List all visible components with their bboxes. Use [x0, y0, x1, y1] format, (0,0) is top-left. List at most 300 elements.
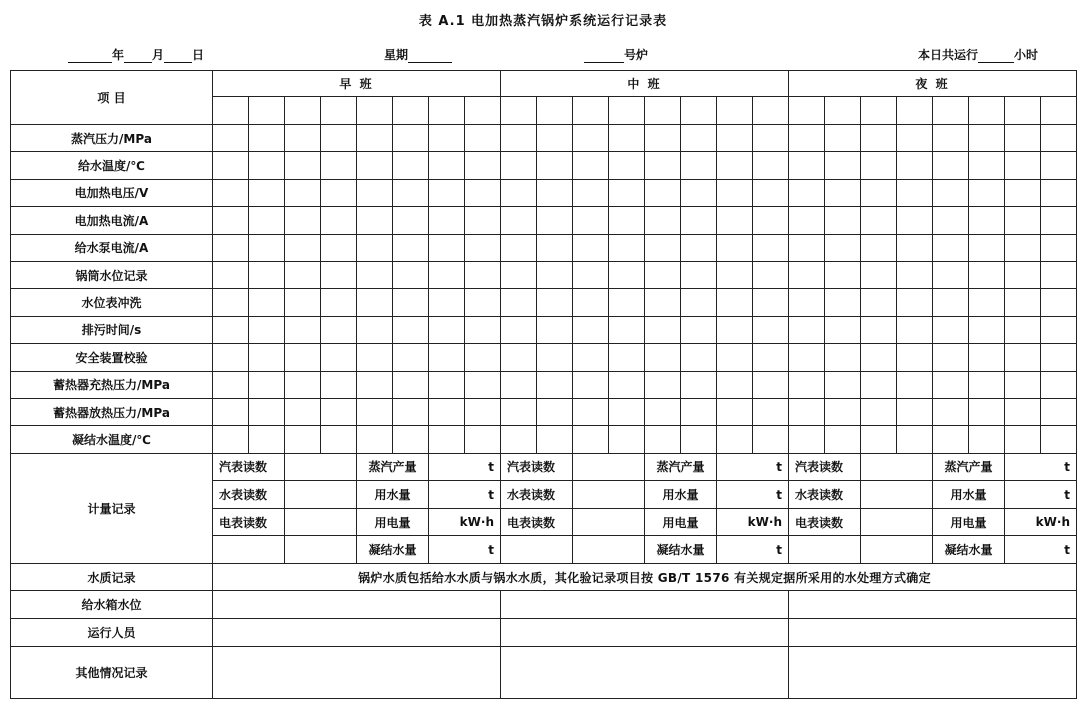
reading-cell[interactable]	[429, 426, 465, 453]
reading-cell[interactable]	[681, 234, 717, 261]
reading-cell[interactable]	[897, 207, 933, 234]
reading-cell[interactable]	[681, 125, 717, 152]
reading-cell[interactable]	[789, 234, 825, 261]
reading-cell[interactable]	[249, 152, 285, 179]
reading-cell[interactable]	[969, 179, 1005, 206]
reading-cell[interactable]	[717, 316, 753, 343]
reading-cell[interactable]	[825, 207, 861, 234]
reading-cell[interactable]	[897, 371, 933, 398]
reading-cell[interactable]	[933, 289, 969, 316]
time-slot-cell[interactable]	[969, 97, 1005, 125]
reading-cell[interactable]	[537, 316, 573, 343]
time-slot-cell[interactable]	[861, 97, 897, 125]
reading-cell[interactable]	[933, 234, 969, 261]
meter-amount-unit[interactable]: t	[717, 536, 789, 564]
reading-cell[interactable]	[213, 426, 249, 453]
reading-cell[interactable]	[357, 152, 393, 179]
shift-entry-cell[interactable]	[213, 619, 501, 647]
time-slot-cell[interactable]	[609, 97, 645, 125]
reading-cell[interactable]	[789, 289, 825, 316]
reading-cell[interactable]	[753, 207, 789, 234]
reading-cell[interactable]	[609, 234, 645, 261]
meter-reading-value[interactable]	[573, 453, 645, 481]
reading-cell[interactable]	[285, 234, 321, 261]
reading-cell[interactable]	[645, 371, 681, 398]
reading-cell[interactable]	[393, 207, 429, 234]
shift-entry-cell[interactable]	[213, 591, 501, 619]
reading-cell[interactable]	[249, 371, 285, 398]
time-slot-cell[interactable]	[285, 97, 321, 125]
reading-cell[interactable]	[537, 426, 573, 453]
time-slot-cell[interactable]	[537, 97, 573, 125]
reading-cell[interactable]	[753, 316, 789, 343]
reading-cell[interactable]	[969, 426, 1005, 453]
reading-cell[interactable]	[789, 426, 825, 453]
reading-cell[interactable]	[1005, 152, 1041, 179]
reading-cell[interactable]	[249, 207, 285, 234]
reading-cell[interactable]	[1005, 179, 1041, 206]
meter-reading-value[interactable]	[861, 536, 933, 564]
reading-cell[interactable]	[609, 179, 645, 206]
reading-cell[interactable]	[861, 261, 897, 288]
reading-cell[interactable]	[609, 344, 645, 371]
reading-cell[interactable]	[969, 234, 1005, 261]
boiler-blank[interactable]	[584, 50, 624, 63]
reading-cell[interactable]	[501, 371, 537, 398]
reading-cell[interactable]	[537, 207, 573, 234]
reading-cell[interactable]	[933, 398, 969, 425]
reading-cell[interactable]	[897, 152, 933, 179]
reading-cell[interactable]	[1041, 426, 1077, 453]
reading-cell[interactable]	[429, 179, 465, 206]
year-blank[interactable]	[68, 50, 112, 63]
reading-cell[interactable]	[645, 125, 681, 152]
reading-cell[interactable]	[789, 125, 825, 152]
reading-cell[interactable]	[357, 289, 393, 316]
reading-cell[interactable]	[357, 426, 393, 453]
meter-reading-value[interactable]	[573, 481, 645, 509]
meter-amount-unit[interactable]: kW·h	[717, 508, 789, 536]
meter-amount-unit[interactable]: t	[429, 536, 501, 564]
reading-cell[interactable]	[249, 289, 285, 316]
time-slot-cell[interactable]	[753, 97, 789, 125]
reading-cell[interactable]	[501, 207, 537, 234]
reading-cell[interactable]	[825, 426, 861, 453]
reading-cell[interactable]	[645, 289, 681, 316]
reading-cell[interactable]	[249, 426, 285, 453]
reading-cell[interactable]	[825, 316, 861, 343]
reading-cell[interactable]	[573, 344, 609, 371]
reading-cell[interactable]	[717, 371, 753, 398]
reading-cell[interactable]	[393, 398, 429, 425]
reading-cell[interactable]	[753, 152, 789, 179]
reading-cell[interactable]	[969, 344, 1005, 371]
reading-cell[interactable]	[249, 344, 285, 371]
reading-cell[interactable]	[681, 207, 717, 234]
reading-cell[interactable]	[573, 179, 609, 206]
reading-cell[interactable]	[717, 344, 753, 371]
reading-cell[interactable]	[1041, 261, 1077, 288]
reading-cell[interactable]	[825, 234, 861, 261]
reading-cell[interactable]	[897, 125, 933, 152]
reading-cell[interactable]	[933, 344, 969, 371]
reading-cell[interactable]	[645, 207, 681, 234]
shift-entry-cell[interactable]	[789, 591, 1077, 619]
reading-cell[interactable]	[609, 371, 645, 398]
reading-cell[interactable]	[897, 234, 933, 261]
reading-cell[interactable]	[537, 371, 573, 398]
reading-cell[interactable]	[1041, 344, 1077, 371]
reading-cell[interactable]	[537, 398, 573, 425]
reading-cell[interactable]	[753, 289, 789, 316]
reading-cell[interactable]	[753, 261, 789, 288]
reading-cell[interactable]	[321, 179, 357, 206]
reading-cell[interactable]	[897, 179, 933, 206]
reading-cell[interactable]	[753, 179, 789, 206]
time-slot-cell[interactable]	[717, 97, 753, 125]
reading-cell[interactable]	[537, 344, 573, 371]
reading-cell[interactable]	[465, 426, 501, 453]
reading-cell[interactable]	[321, 398, 357, 425]
reading-cell[interactable]	[537, 179, 573, 206]
reading-cell[interactable]	[1005, 398, 1041, 425]
time-slot-cell[interactable]	[825, 97, 861, 125]
reading-cell[interactable]	[213, 125, 249, 152]
meter-reading-value[interactable]	[573, 508, 645, 536]
reading-cell[interactable]	[645, 344, 681, 371]
reading-cell[interactable]	[825, 152, 861, 179]
reading-cell[interactable]	[1041, 207, 1077, 234]
reading-cell[interactable]	[861, 152, 897, 179]
reading-cell[interactable]	[573, 152, 609, 179]
reading-cell[interactable]	[1005, 344, 1041, 371]
meter-reading-value[interactable]	[285, 508, 357, 536]
reading-cell[interactable]	[933, 152, 969, 179]
reading-cell[interactable]	[717, 125, 753, 152]
reading-cell[interactable]	[717, 398, 753, 425]
reading-cell[interactable]	[249, 316, 285, 343]
reading-cell[interactable]	[753, 344, 789, 371]
reading-cell[interactable]	[321, 207, 357, 234]
reading-cell[interactable]	[753, 398, 789, 425]
time-slot-cell[interactable]	[573, 97, 609, 125]
shift-entry-cell[interactable]	[501, 619, 789, 647]
reading-cell[interactable]	[789, 344, 825, 371]
reading-cell[interactable]	[357, 398, 393, 425]
reading-cell[interactable]	[609, 207, 645, 234]
reading-cell[interactable]	[969, 398, 1005, 425]
reading-cell[interactable]	[609, 261, 645, 288]
reading-cell[interactable]	[897, 316, 933, 343]
reading-cell[interactable]	[789, 398, 825, 425]
reading-cell[interactable]	[861, 289, 897, 316]
reading-cell[interactable]	[1005, 125, 1041, 152]
reading-cell[interactable]	[393, 261, 429, 288]
reading-cell[interactable]	[1005, 261, 1041, 288]
shift-entry-cell[interactable]	[501, 647, 789, 699]
reading-cell[interactable]	[393, 426, 429, 453]
reading-cell[interactable]	[249, 179, 285, 206]
meter-amount-unit[interactable]: t	[1005, 453, 1077, 481]
reading-cell[interactable]	[465, 316, 501, 343]
reading-cell[interactable]	[825, 289, 861, 316]
reading-cell[interactable]	[213, 207, 249, 234]
time-slot-cell[interactable]	[1005, 97, 1041, 125]
runtime-blank[interactable]	[978, 50, 1014, 63]
reading-cell[interactable]	[969, 207, 1005, 234]
reading-cell[interactable]	[501, 344, 537, 371]
reading-cell[interactable]	[1005, 316, 1041, 343]
reading-cell[interactable]	[573, 207, 609, 234]
reading-cell[interactable]	[429, 398, 465, 425]
reading-cell[interactable]	[285, 179, 321, 206]
reading-cell[interactable]	[285, 316, 321, 343]
reading-cell[interactable]	[1041, 125, 1077, 152]
reading-cell[interactable]	[249, 261, 285, 288]
reading-cell[interactable]	[465, 261, 501, 288]
reading-cell[interactable]	[933, 207, 969, 234]
reading-cell[interactable]	[393, 125, 429, 152]
reading-cell[interactable]	[573, 234, 609, 261]
reading-cell[interactable]	[393, 179, 429, 206]
meter-reading-value[interactable]	[285, 453, 357, 481]
reading-cell[interactable]	[681, 371, 717, 398]
reading-cell[interactable]	[645, 316, 681, 343]
reading-cell[interactable]	[285, 344, 321, 371]
reading-cell[interactable]	[933, 179, 969, 206]
reading-cell[interactable]	[501, 152, 537, 179]
reading-cell[interactable]	[357, 207, 393, 234]
reading-cell[interactable]	[681, 316, 717, 343]
meter-reading-value[interactable]	[573, 536, 645, 564]
reading-cell[interactable]	[501, 261, 537, 288]
reading-cell[interactable]	[213, 398, 249, 425]
reading-cell[interactable]	[429, 371, 465, 398]
meter-amount-unit[interactable]: t	[429, 453, 501, 481]
reading-cell[interactable]	[861, 344, 897, 371]
time-slot-cell[interactable]	[249, 97, 285, 125]
reading-cell[interactable]	[429, 344, 465, 371]
reading-cell[interactable]	[897, 344, 933, 371]
reading-cell[interactable]	[1041, 152, 1077, 179]
reading-cell[interactable]	[573, 371, 609, 398]
time-slot-cell[interactable]	[789, 97, 825, 125]
reading-cell[interactable]	[969, 125, 1005, 152]
reading-cell[interactable]	[429, 152, 465, 179]
reading-cell[interactable]	[1041, 289, 1077, 316]
reading-cell[interactable]	[429, 261, 465, 288]
reading-cell[interactable]	[285, 261, 321, 288]
reading-cell[interactable]	[537, 261, 573, 288]
reading-cell[interactable]	[789, 207, 825, 234]
reading-cell[interactable]	[933, 261, 969, 288]
reading-cell[interactable]	[465, 152, 501, 179]
reading-cell[interactable]	[753, 125, 789, 152]
reading-cell[interactable]	[861, 234, 897, 261]
reading-cell[interactable]	[321, 316, 357, 343]
reading-cell[interactable]	[825, 125, 861, 152]
reading-cell[interactable]	[393, 289, 429, 316]
meter-amount-unit[interactable]: t	[717, 481, 789, 509]
time-slot-cell[interactable]	[357, 97, 393, 125]
reading-cell[interactable]	[429, 289, 465, 316]
reading-cell[interactable]	[609, 125, 645, 152]
reading-cell[interactable]	[609, 398, 645, 425]
meter-reading-value[interactable]	[861, 508, 933, 536]
reading-cell[interactable]	[285, 125, 321, 152]
reading-cell[interactable]	[465, 207, 501, 234]
weekday-blank[interactable]	[408, 50, 452, 63]
shift-entry-cell[interactable]	[213, 647, 501, 699]
reading-cell[interactable]	[969, 261, 1005, 288]
reading-cell[interactable]	[465, 289, 501, 316]
shift-entry-cell[interactable]	[789, 647, 1077, 699]
reading-cell[interactable]	[393, 152, 429, 179]
reading-cell[interactable]	[789, 261, 825, 288]
reading-cell[interactable]	[285, 426, 321, 453]
reading-cell[interactable]	[861, 426, 897, 453]
meter-reading-value[interactable]	[861, 453, 933, 481]
reading-cell[interactable]	[573, 426, 609, 453]
reading-cell[interactable]	[573, 398, 609, 425]
reading-cell[interactable]	[501, 234, 537, 261]
reading-cell[interactable]	[501, 398, 537, 425]
reading-cell[interactable]	[861, 398, 897, 425]
reading-cell[interactable]	[1005, 207, 1041, 234]
reading-cell[interactable]	[501, 316, 537, 343]
reading-cell[interactable]	[645, 426, 681, 453]
reading-cell[interactable]	[429, 234, 465, 261]
reading-cell[interactable]	[213, 179, 249, 206]
reading-cell[interactable]	[897, 398, 933, 425]
reading-cell[interactable]	[501, 125, 537, 152]
reading-cell[interactable]	[357, 316, 393, 343]
reading-cell[interactable]	[213, 344, 249, 371]
reading-cell[interactable]	[717, 179, 753, 206]
reading-cell[interactable]	[1005, 234, 1041, 261]
reading-cell[interactable]	[321, 426, 357, 453]
reading-cell[interactable]	[681, 261, 717, 288]
reading-cell[interactable]	[789, 152, 825, 179]
reading-cell[interactable]	[825, 179, 861, 206]
reading-cell[interactable]	[537, 125, 573, 152]
reading-cell[interactable]	[609, 152, 645, 179]
reading-cell[interactable]	[717, 261, 753, 288]
reading-cell[interactable]	[213, 261, 249, 288]
reading-cell[interactable]	[465, 125, 501, 152]
reading-cell[interactable]	[465, 344, 501, 371]
reading-cell[interactable]	[645, 234, 681, 261]
reading-cell[interactable]	[501, 426, 537, 453]
reading-cell[interactable]	[357, 261, 393, 288]
reading-cell[interactable]	[789, 316, 825, 343]
meter-amount-unit[interactable]: t	[1005, 481, 1077, 509]
time-slot-cell[interactable]	[645, 97, 681, 125]
reading-cell[interactable]	[609, 316, 645, 343]
reading-cell[interactable]	[861, 179, 897, 206]
reading-cell[interactable]	[681, 344, 717, 371]
reading-cell[interactable]	[717, 152, 753, 179]
reading-cell[interactable]	[249, 125, 285, 152]
reading-cell[interactable]	[861, 207, 897, 234]
reading-cell[interactable]	[357, 234, 393, 261]
reading-cell[interactable]	[465, 234, 501, 261]
reading-cell[interactable]	[537, 152, 573, 179]
reading-cell[interactable]	[753, 371, 789, 398]
reading-cell[interactable]	[1005, 371, 1041, 398]
reading-cell[interactable]	[969, 152, 1005, 179]
reading-cell[interactable]	[969, 289, 1005, 316]
reading-cell[interactable]	[249, 234, 285, 261]
reading-cell[interactable]	[573, 316, 609, 343]
reading-cell[interactable]	[969, 316, 1005, 343]
reading-cell[interactable]	[465, 179, 501, 206]
reading-cell[interactable]	[645, 179, 681, 206]
reading-cell[interactable]	[1041, 371, 1077, 398]
month-blank[interactable]	[124, 50, 152, 63]
day-blank[interactable]	[164, 50, 192, 63]
reading-cell[interactable]	[717, 289, 753, 316]
reading-cell[interactable]	[861, 371, 897, 398]
reading-cell[interactable]	[429, 125, 465, 152]
reading-cell[interactable]	[357, 179, 393, 206]
reading-cell[interactable]	[933, 426, 969, 453]
reading-cell[interactable]	[1041, 179, 1077, 206]
reading-cell[interactable]	[357, 371, 393, 398]
reading-cell[interactable]	[393, 371, 429, 398]
reading-cell[interactable]	[321, 125, 357, 152]
reading-cell[interactable]	[717, 426, 753, 453]
reading-cell[interactable]	[753, 426, 789, 453]
reading-cell[interactable]	[321, 234, 357, 261]
reading-cell[interactable]	[717, 234, 753, 261]
time-slot-cell[interactable]	[213, 97, 249, 125]
reading-cell[interactable]	[501, 289, 537, 316]
reading-cell[interactable]	[717, 207, 753, 234]
reading-cell[interactable]	[1005, 426, 1041, 453]
reading-cell[interactable]	[537, 289, 573, 316]
reading-cell[interactable]	[681, 426, 717, 453]
reading-cell[interactable]	[501, 179, 537, 206]
time-slot-cell[interactable]	[501, 97, 537, 125]
reading-cell[interactable]	[753, 234, 789, 261]
reading-cell[interactable]	[933, 371, 969, 398]
reading-cell[interactable]	[285, 371, 321, 398]
reading-cell[interactable]	[861, 316, 897, 343]
reading-cell[interactable]	[825, 398, 861, 425]
reading-cell[interactable]	[213, 234, 249, 261]
reading-cell[interactable]	[1005, 289, 1041, 316]
reading-cell[interactable]	[537, 234, 573, 261]
reading-cell[interactable]	[321, 152, 357, 179]
time-slot-cell[interactable]	[321, 97, 357, 125]
meter-amount-unit[interactable]: kW·h	[429, 508, 501, 536]
reading-cell[interactable]	[393, 344, 429, 371]
reading-cell[interactable]	[573, 261, 609, 288]
meter-reading-value[interactable]	[285, 481, 357, 509]
meter-amount-unit[interactable]: t	[429, 481, 501, 509]
reading-cell[interactable]	[645, 261, 681, 288]
reading-cell[interactable]	[1041, 398, 1077, 425]
meter-reading-value[interactable]	[285, 536, 357, 564]
reading-cell[interactable]	[393, 316, 429, 343]
reading-cell[interactable]	[465, 371, 501, 398]
reading-cell[interactable]	[681, 398, 717, 425]
reading-cell[interactable]	[897, 289, 933, 316]
time-slot-cell[interactable]	[429, 97, 465, 125]
reading-cell[interactable]	[1041, 234, 1077, 261]
reading-cell[interactable]	[465, 398, 501, 425]
